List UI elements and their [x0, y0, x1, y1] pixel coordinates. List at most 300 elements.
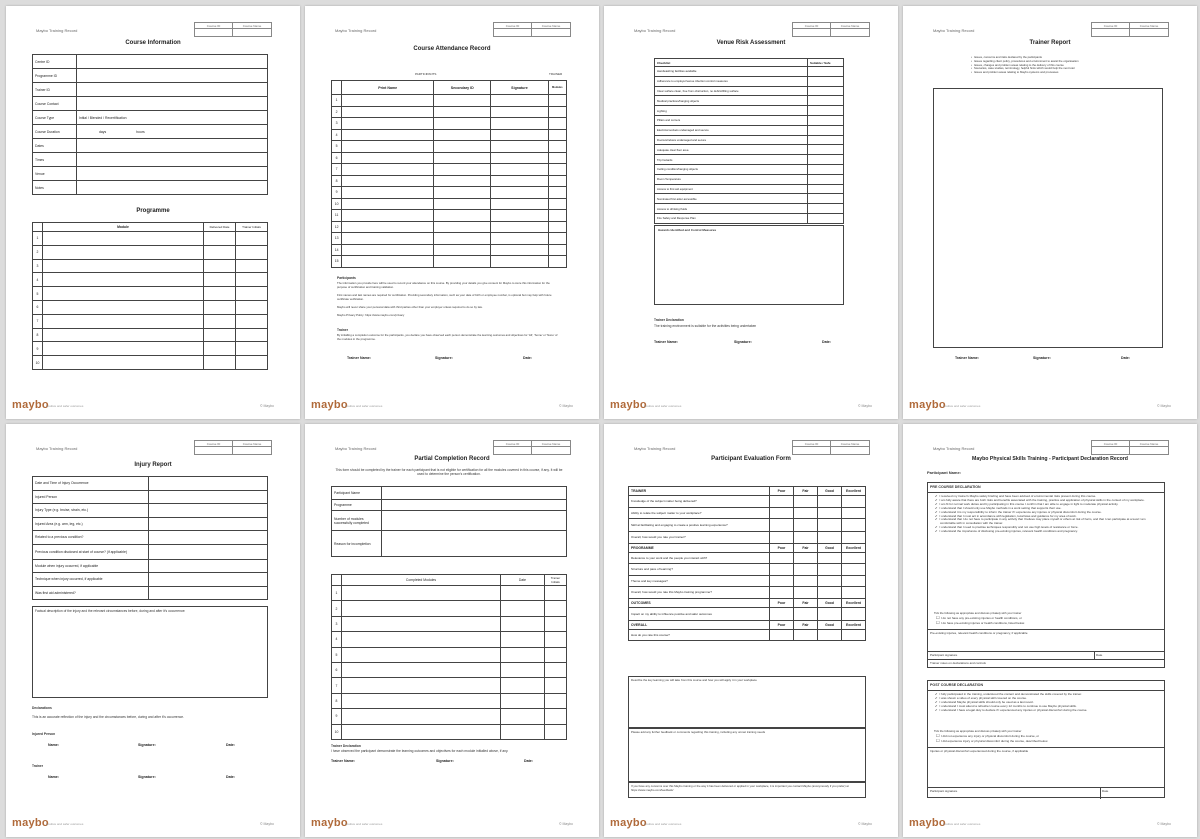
signature-cell[interactable] [491, 141, 548, 153]
trainer-signature-row [347, 356, 532, 360]
evaluation-question-row [629, 607, 866, 620]
modules-row [332, 662, 567, 677]
suitable-safe-cell[interactable] [808, 135, 844, 145]
rating-cell[interactable] [770, 507, 794, 519]
course-info-value[interactable] [77, 125, 268, 139]
rating-header: Good [818, 487, 842, 496]
rating-cell[interactable] [770, 519, 794, 532]
modules-cell[interactable] [548, 198, 566, 210]
signature-cell[interactable] [491, 256, 548, 268]
secondary-id-cell[interactable] [434, 95, 491, 107]
delivered-date-cell[interactable] [204, 328, 236, 342]
rating-cell[interactable] [842, 564, 866, 576]
trainer-initials-cell[interactable] [545, 616, 567, 631]
secondary-id-cell[interactable] [434, 106, 491, 118]
date-cell[interactable] [501, 709, 545, 724]
rating-cell[interactable] [770, 532, 794, 544]
trainer-signature-row [654, 340, 831, 344]
header-course-id-label: Course ID [1092, 441, 1130, 447]
declaration-item-text: I am fit for normal work duties and by participating in this course I confirm that I am able to engage in light to moderate physical activity. [939, 501, 1119, 506]
module-cell[interactable] [43, 342, 204, 356]
suitable-safe-cell[interactable] [808, 164, 844, 174]
modules-row [332, 632, 567, 647]
date-cell[interactable] [501, 601, 545, 616]
suitable-safe-cell[interactable] [808, 115, 844, 125]
partial-detail-value[interactable] [382, 511, 567, 531]
attendance-row [332, 233, 567, 245]
module-cell[interactable] [43, 245, 204, 259]
trainer-report-box[interactable] [933, 88, 1163, 348]
attendance-row [332, 187, 567, 199]
rating-cell[interactable] [818, 607, 842, 620]
post-option-did[interactable]: ☐I did experience injury or physical discomfort during the course, described below. [936, 738, 1049, 743]
trainer-initials-cell[interactable] [236, 245, 268, 259]
declaration-item-text: I understand that I need to practise techniques responsibly and not use high levels of resistance or force. [939, 525, 1079, 530]
rating-cell[interactable] [818, 587, 842, 599]
module-cell[interactable] [43, 356, 204, 370]
date-cell[interactable] [501, 662, 545, 677]
course-info-row [33, 55, 268, 69]
secondary-id-cell[interactable] [434, 198, 491, 210]
rating-cell[interactable] [770, 587, 794, 599]
rating-cell[interactable] [842, 607, 866, 620]
participant-signature-label[interactable]: Participant signature [930, 789, 958, 793]
signature-cell[interactable] [491, 210, 548, 222]
print-name-cell[interactable] [342, 221, 434, 233]
injury-value[interactable] [149, 504, 268, 518]
course-info-value[interactable] [77, 139, 268, 153]
module-cell[interactable] [43, 273, 204, 287]
declaration-item-text: I am fully aware that there are both risks and benefits associated with the training, practice and application of physical skills in the context of my workplace. [939, 497, 1145, 502]
rating-cell[interactable] [842, 552, 866, 564]
pre-option-none[interactable]: ☐I do not have any pre-existing injuries or health conditions, or [936, 615, 1022, 620]
delivered-date-cell[interactable] [204, 232, 236, 246]
modules-cell[interactable] [548, 129, 566, 141]
rating-cell[interactable] [794, 552, 818, 564]
post-option-did-label: I did experience injury or physical discomfort during the course, described below. [941, 739, 1049, 743]
rating-header: Fair [794, 487, 818, 496]
header-doc-title: Maybo Training Record [36, 28, 78, 33]
completed-module-cell[interactable] [342, 616, 501, 631]
duration-hours-label: hours [136, 129, 145, 134]
suitable-safe-cell[interactable] [808, 204, 844, 214]
venue-header: Checklist [655, 59, 808, 67]
pre-option-have[interactable]: ☐I do have pre-existing injuries or health conditions, listed below. [936, 620, 1025, 625]
evaluation-section-name: OVERALL [629, 620, 770, 629]
trainer-initials-cell[interactable] [236, 232, 268, 246]
injury-value[interactable] [149, 544, 268, 559]
page-title: Partial Completion Record [414, 456, 490, 462]
date-cell[interactable] [501, 678, 545, 693]
trainer-initials-cell[interactable] [545, 662, 567, 677]
injury-value[interactable] [149, 490, 268, 504]
row-number: 1 [332, 586, 342, 601]
rating-cell[interactable] [842, 496, 866, 508]
injury-value[interactable] [149, 477, 268, 491]
course-info-value[interactable] [77, 181, 268, 195]
signature-cell[interactable] [491, 129, 548, 141]
programme-row [33, 342, 268, 356]
completed-module-cell[interactable] [342, 693, 501, 708]
completed-module-cell[interactable] [342, 662, 501, 677]
trainer-initials-cell[interactable] [236, 314, 268, 328]
check-icon: ✔ [935, 505, 938, 510]
modules-cell[interactable] [548, 141, 566, 153]
completed-modules-table [331, 574, 567, 740]
venue-checklist-item: Handwashing facilities available [655, 67, 808, 77]
rating-cell[interactable] [794, 575, 818, 587]
course-info-value[interactable] [77, 97, 268, 111]
declaration-item [934, 530, 1160, 534]
secondary-id-cell[interactable] [434, 221, 491, 233]
sig-date-label: Date: [524, 759, 533, 763]
completed-module-cell[interactable] [342, 632, 501, 647]
check-icon: ✔ [935, 501, 938, 506]
partial-detail-value[interactable] [382, 487, 567, 500]
modules-cell[interactable] [548, 164, 566, 176]
completed-module-cell[interactable] [342, 601, 501, 616]
suitable-safe-cell[interactable] [808, 67, 844, 77]
check-icon: ✔ [935, 707, 938, 712]
partial-detail-row [332, 531, 567, 557]
rating-cell[interactable] [770, 564, 794, 576]
print-name-cell[interactable] [342, 175, 434, 187]
modules-cell[interactable] [548, 175, 566, 187]
signature-cell[interactable] [491, 164, 548, 176]
rating-cell[interactable] [794, 532, 818, 544]
header-course-name-label: Course Name [532, 441, 570, 447]
attendance-row [332, 118, 567, 130]
venue-row [655, 86, 844, 96]
secondary-id-cell[interactable] [434, 244, 491, 256]
suitable-safe-cell[interactable] [808, 106, 844, 116]
modules-header-row [332, 575, 567, 586]
trainer-notes-label[interactable]: Trainer notes on declarations and controls [930, 661, 986, 665]
print-name-cell[interactable] [342, 244, 434, 256]
injury-value[interactable] [149, 586, 268, 600]
injury-value[interactable] [149, 559, 268, 573]
check-icon: ✔ [935, 699, 938, 704]
partial-detail-value[interactable] [382, 500, 567, 511]
programme-table [32, 222, 268, 370]
course-info-value[interactable] [77, 83, 268, 97]
signature-cell[interactable] [491, 198, 548, 210]
print-name-cell[interactable] [342, 187, 434, 199]
footer-tagline: positive and safer outcomes [644, 822, 682, 826]
rating-cell[interactable] [842, 629, 866, 641]
modules-cell[interactable] [548, 233, 566, 245]
page-venue-risk-assessment [604, 6, 898, 419]
signature-cell[interactable] [491, 118, 548, 130]
print-name-cell[interactable] [342, 198, 434, 210]
delivered-date-cell[interactable] [204, 259, 236, 273]
modules-cell[interactable] [548, 95, 566, 107]
pre-course-items [934, 495, 1160, 534]
trainer-initials-cell[interactable] [545, 632, 567, 647]
post-course-heading: POST COURSE DECLARATION [930, 683, 984, 687]
secondary-id-cell[interactable] [434, 152, 491, 164]
hazards-box[interactable] [654, 225, 844, 305]
trainer-heading: Trainer [32, 764, 43, 768]
module-cell[interactable] [43, 314, 204, 328]
injury-value[interactable] [149, 531, 268, 545]
secondary-id-cell[interactable] [434, 187, 491, 199]
row-number: 5 [332, 647, 342, 662]
rating-cell[interactable] [794, 587, 818, 599]
modules-cell[interactable] [548, 187, 566, 199]
partial-detail-value[interactable] [382, 531, 567, 557]
secondary-id-cell[interactable] [434, 118, 491, 130]
evaluation-question-row [629, 519, 866, 532]
suitable-safe-cell[interactable] [808, 213, 844, 223]
trainer-initials-cell[interactable] [545, 601, 567, 616]
trainer-initials-cell[interactable] [545, 693, 567, 708]
trainer-initials-cell[interactable] [545, 647, 567, 662]
header-course-id-box [493, 440, 571, 455]
course-info-table [32, 54, 268, 195]
date-cell[interactable] [501, 586, 545, 601]
signature-cell[interactable] [491, 244, 548, 256]
bullet-dot-icon: • [971, 70, 972, 75]
module-cell[interactable] [43, 300, 204, 314]
date-cell[interactable] [501, 632, 545, 647]
print-name-cell[interactable] [342, 141, 434, 153]
suitable-safe-cell[interactable] [808, 86, 844, 96]
evaluation-question: Structure and pace of learning? [629, 564, 770, 576]
rating-cell[interactable] [842, 532, 866, 544]
print-name-cell[interactable] [342, 129, 434, 141]
header-course-id-label: Course ID [195, 441, 233, 447]
participant-signature-label[interactable]: Participant signature [930, 653, 958, 657]
module-cell[interactable] [43, 232, 204, 246]
key-learning-box[interactable] [628, 676, 866, 728]
rating-cell[interactable] [818, 532, 842, 544]
module-cell[interactable] [43, 328, 204, 342]
signature-cell[interactable] [491, 175, 548, 187]
modules-cell[interactable] [548, 244, 566, 256]
delivered-date-cell[interactable] [204, 287, 236, 301]
trainer-initials-cell[interactable] [545, 724, 567, 739]
secondary-id-cell[interactable] [434, 129, 491, 141]
secondary-id-cell[interactable] [434, 164, 491, 176]
rating-cell[interactable] [818, 496, 842, 508]
secondary-id-cell[interactable] [434, 141, 491, 153]
modules-cell[interactable] [548, 152, 566, 164]
suitable-safe-cell[interactable] [808, 125, 844, 135]
delivered-date-cell[interactable] [204, 356, 236, 370]
rating-cell[interactable] [794, 496, 818, 508]
print-name-cell[interactable] [342, 256, 434, 268]
post-option-none[interactable]: ☐I did not experience any injury or physical discomfort during the course, or [936, 733, 1040, 738]
injury-value[interactable] [149, 573, 268, 587]
suitable-safe-cell[interactable] [808, 184, 844, 194]
print-name-cell[interactable] [342, 152, 434, 164]
rating-header: Excellent [842, 620, 866, 629]
secondary-id-cell[interactable] [434, 210, 491, 222]
suitable-safe-cell[interactable] [808, 96, 844, 106]
sig-name-label: Trainer Name: [347, 356, 371, 360]
course-info-value[interactable] [77, 69, 268, 83]
trainer-initials-cell[interactable] [545, 709, 567, 724]
pre-existing-field-label[interactable]: Pre-existing injuries, relevant health conditions or pregnancy, if applicable [930, 631, 1028, 635]
print-name-cell[interactable] [342, 118, 434, 130]
suitable-safe-cell[interactable] [808, 194, 844, 204]
modules-header: Date [501, 575, 545, 586]
sig-name-label: Trainer Name: [654, 340, 678, 344]
date-cell[interactable] [501, 693, 545, 708]
header-course-id-label: Course ID [793, 23, 831, 29]
course-type-value: Initial / Blended / Recertification [79, 115, 127, 120]
rating-cell[interactable] [818, 507, 842, 519]
suitable-safe-cell[interactable] [808, 145, 844, 155]
signature-cell[interactable] [491, 233, 548, 245]
rating-cell[interactable] [818, 629, 842, 641]
post-injuries-field-label[interactable]: Injuries or physical discomfort experienced during the course, if applicable [930, 749, 1029, 753]
declaration-item-text: I fully participated in the training, understood the content and demonstrated the skills covered by the trainer. [939, 692, 1082, 696]
venue-checklist-item: Lighting [655, 106, 808, 116]
print-name-cell[interactable] [342, 106, 434, 118]
trainer-initials-cell[interactable] [236, 287, 268, 301]
modules-cell[interactable] [548, 118, 566, 130]
course-info-value[interactable] [77, 153, 268, 167]
factual-description-box[interactable] [32, 606, 268, 698]
modules-cell[interactable] [548, 256, 566, 268]
course-info-value[interactable] [77, 111, 268, 125]
completed-module-cell[interactable] [342, 586, 501, 601]
injury-value[interactable] [149, 517, 268, 531]
rating-cell[interactable] [842, 575, 866, 587]
rating-header: Good [818, 620, 842, 629]
signature-cell[interactable] [491, 106, 548, 118]
secondary-id-cell[interactable] [434, 256, 491, 268]
modules-cell[interactable] [548, 221, 566, 233]
trainer-initials-cell[interactable] [236, 356, 268, 370]
row-number: 4 [332, 632, 342, 647]
modules-cell[interactable] [548, 210, 566, 222]
modules-cell[interactable] [548, 106, 566, 118]
module-cell[interactable] [43, 259, 204, 273]
attendance-row [332, 198, 567, 210]
check-icon: ✔ [935, 529, 938, 534]
rating-cell[interactable] [842, 507, 866, 519]
course-info-value[interactable] [77, 167, 268, 181]
attendance-header: Print Name [342, 81, 434, 95]
delivered-date-cell[interactable] [204, 300, 236, 314]
print-name-cell[interactable] [342, 164, 434, 176]
module-cell[interactable] [43, 287, 204, 301]
check-icon: ✔ [935, 497, 938, 502]
rating-cell[interactable] [842, 587, 866, 599]
delivered-date-cell[interactable] [204, 342, 236, 356]
trainer-initials-cell[interactable] [236, 328, 268, 342]
suitable-safe-cell[interactable] [808, 76, 844, 86]
date-cell[interactable] [501, 616, 545, 631]
signature-cell[interactable] [491, 221, 548, 233]
trainer-signature-row [48, 775, 235, 779]
delivered-date-cell[interactable] [204, 314, 236, 328]
evaluation-section-row [629, 598, 866, 607]
signature-cell[interactable] [491, 95, 548, 107]
bullet-text: Issues and problem areas relating to Maybo systems and processes [973, 70, 1059, 75]
feedback-box[interactable] [628, 728, 866, 782]
rating-cell[interactable] [770, 629, 794, 641]
completed-module-cell[interactable] [342, 678, 501, 693]
row-number: 10 [332, 724, 342, 739]
date-label[interactable]: Date [1102, 789, 1109, 793]
rating-cell[interactable] [818, 575, 842, 587]
bullet-dot-icon: • [971, 58, 972, 63]
programme-row [33, 232, 268, 246]
venue-row [655, 106, 844, 116]
modules-row [332, 616, 567, 631]
page-participant-declaration [903, 424, 1197, 837]
date-cell[interactable] [501, 647, 545, 662]
rating-cell[interactable] [794, 507, 818, 519]
print-name-cell[interactable] [342, 233, 434, 245]
rating-cell[interactable] [770, 607, 794, 620]
signature-cell[interactable] [491, 152, 548, 164]
venue-checklist-table [654, 58, 844, 224]
rating-cell[interactable] [794, 607, 818, 620]
trainer-initials-cell[interactable] [545, 586, 567, 601]
suitable-safe-cell[interactable] [808, 174, 844, 184]
secondary-id-cell[interactable] [434, 175, 491, 187]
rating-cell[interactable] [794, 519, 818, 532]
row-number: 6 [332, 662, 342, 677]
rating-cell[interactable] [842, 519, 866, 532]
completed-module-cell[interactable] [342, 724, 501, 739]
completed-module-cell[interactable] [342, 709, 501, 724]
header-course-name-label: Course Name [233, 23, 271, 29]
rating-cell[interactable] [794, 629, 818, 641]
rating-cell[interactable] [770, 552, 794, 564]
suitable-safe-cell[interactable] [808, 155, 844, 165]
evaluation-section-name: PROGRAMME [629, 543, 770, 552]
trainer-initials-cell[interactable] [545, 678, 567, 693]
signature-cell[interactable] [491, 187, 548, 199]
secondary-id-cell[interactable] [434, 233, 491, 245]
footer-tagline: positive and safer outcomes [46, 404, 84, 408]
rating-cell[interactable] [794, 564, 818, 576]
delivered-date-cell[interactable] [204, 245, 236, 259]
trainer-initials-cell[interactable] [236, 300, 268, 314]
programme-row [33, 300, 268, 314]
trainer-signature-row [955, 356, 1130, 360]
bullet-dot-icon: • [971, 66, 972, 71]
rating-cell[interactable] [818, 552, 842, 564]
rating-cell[interactable] [818, 564, 842, 576]
trainer-initials-cell[interactable] [236, 342, 268, 356]
date-label[interactable]: Date [1096, 653, 1103, 657]
trainer-initials-cell[interactable] [236, 259, 268, 273]
delivered-date-cell[interactable] [204, 273, 236, 287]
venue-header-row [655, 59, 844, 67]
print-name-cell[interactable] [342, 210, 434, 222]
rating-cell[interactable] [818, 519, 842, 532]
programme-header: Delivered Date [204, 223, 236, 232]
rating-cell[interactable] [770, 496, 794, 508]
completed-module-cell[interactable] [342, 647, 501, 662]
rating-cell[interactable] [770, 575, 794, 587]
trainer-signature-row [331, 759, 533, 763]
trainer-initials-cell[interactable] [236, 273, 268, 287]
print-name-cell[interactable] [342, 95, 434, 107]
course-info-value[interactable] [77, 55, 268, 69]
date-cell[interactable] [501, 724, 545, 739]
post-tick-note: Tick the following as appropriate and discuss privately with your trainer [934, 729, 1022, 733]
privacy-link[interactable]: Maybo Privacy Policy: https://www.maybo.com/privacy [337, 313, 405, 317]
sig-signature-label: Signature: [435, 356, 453, 360]
